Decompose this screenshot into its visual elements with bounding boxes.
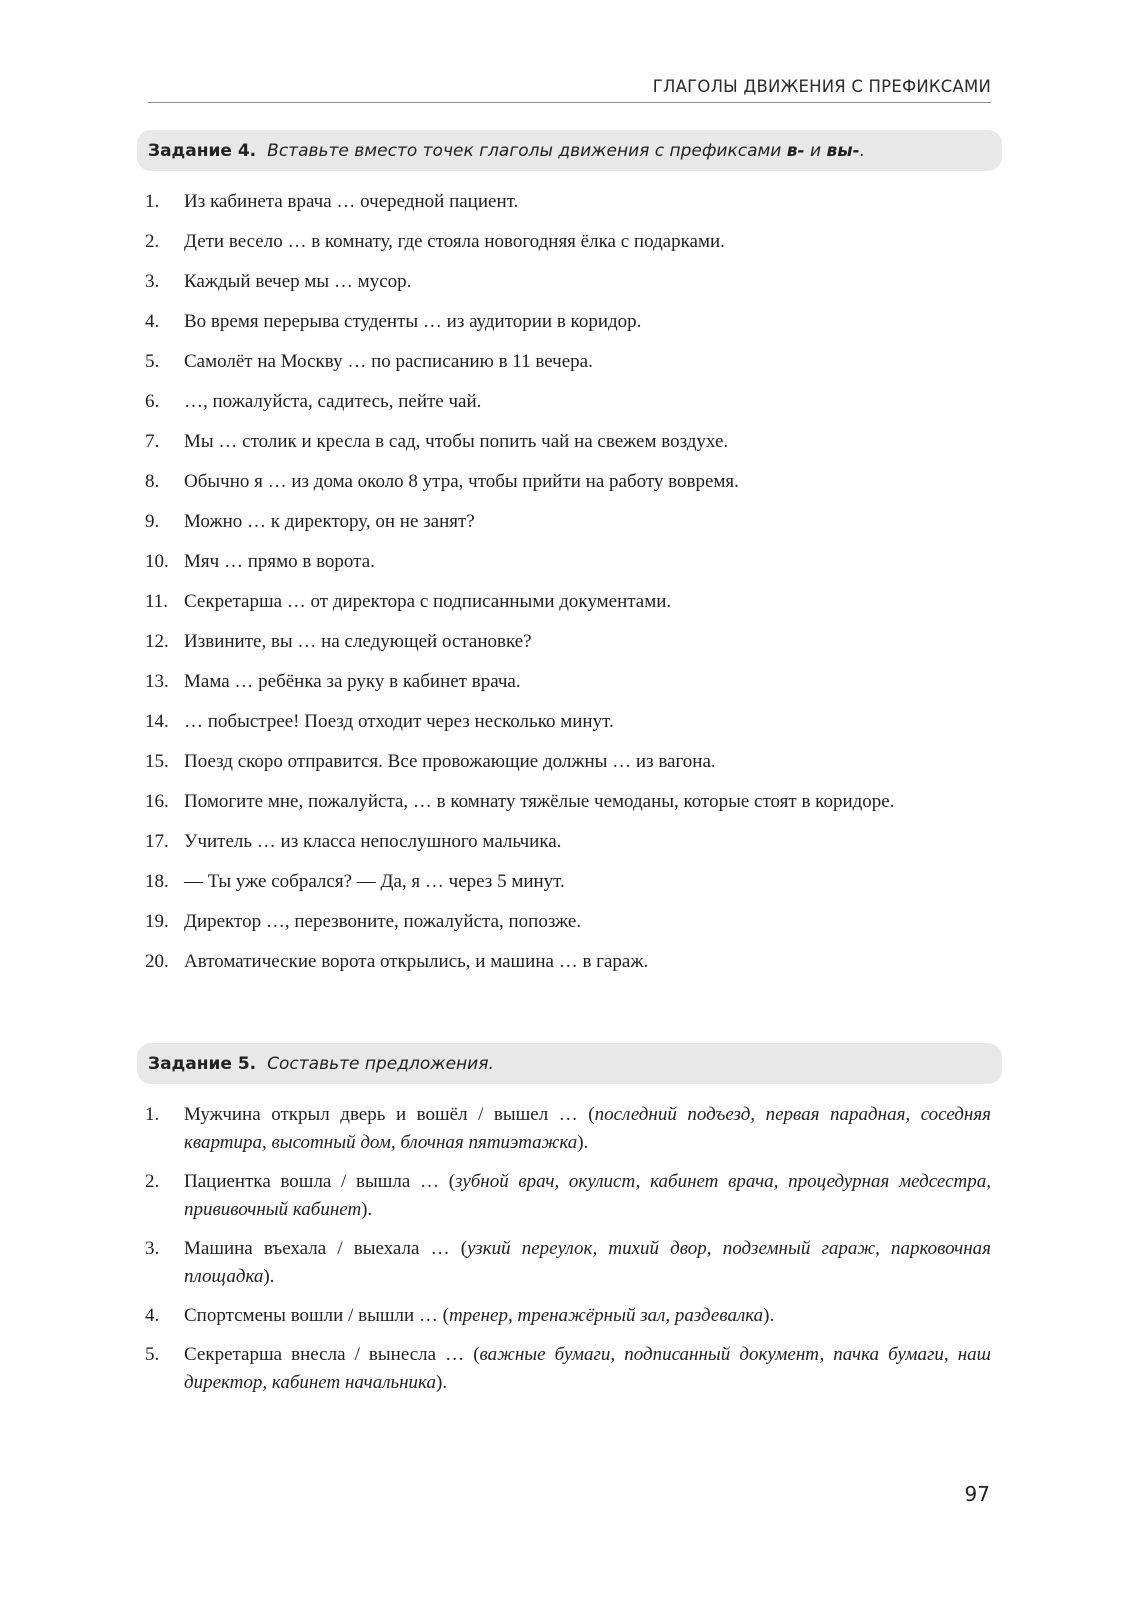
item-close: ). bbox=[435, 1372, 448, 1393]
task-4-instruction-mid: и bbox=[804, 140, 827, 161]
page-number: 97 bbox=[964, 1482, 990, 1506]
task-4-item bbox=[145, 228, 991, 256]
item-text bbox=[184, 1235, 991, 1291]
item-number: 12. bbox=[145, 631, 169, 652]
item-close: ). bbox=[763, 1305, 775, 1326]
item-text: Можно … к директору, он не занят? bbox=[184, 511, 475, 532]
item-number: 15. bbox=[145, 751, 169, 772]
item-number: 5. bbox=[145, 1344, 160, 1365]
task-4-header bbox=[137, 130, 1002, 171]
item-options: последний подъезд, первая парадная, соседняя квартира, высотный дом, блочная пятиэтажка bbox=[184, 1104, 992, 1153]
item-number: 19. bbox=[145, 911, 169, 932]
item-options: зубной врач, окулист, кабинет врача, процедурная медсестра, прививочный кабинет bbox=[184, 1171, 991, 1220]
item-number: 17. bbox=[145, 831, 169, 852]
item-number: 2. bbox=[145, 231, 160, 252]
task-4-item bbox=[145, 468, 991, 496]
item-number: 1. bbox=[145, 1104, 160, 1125]
task-5-item bbox=[145, 1168, 991, 1224]
item-options: важные бумаги, подписанный документ, пачка бумаги, наш директор, кабинет начальника bbox=[184, 1344, 991, 1393]
item-number: 3. bbox=[145, 1238, 160, 1259]
item-number: 8. bbox=[145, 471, 160, 492]
item-text: — Ты уже собрался? — Да, я … через 5 минут. bbox=[184, 871, 565, 892]
task-5-list bbox=[145, 1101, 991, 1408]
item-number: 4. bbox=[145, 311, 160, 332]
item-text: …, пожалуйста, садитесь, пейте чай. bbox=[184, 391, 482, 412]
item-text bbox=[184, 1341, 991, 1397]
task-4-item bbox=[145, 628, 991, 656]
item-number: 7. bbox=[145, 431, 160, 452]
item-number: 1. bbox=[145, 191, 160, 212]
item-sentence: Машина въехала / выехала … ( bbox=[184, 1238, 468, 1259]
item-text: Мы … столик и кресла в сад, чтобы попить чай на свежем воздухе. bbox=[184, 431, 729, 452]
task-4-item bbox=[145, 428, 991, 456]
item-text: Извините, вы … на следующей остановке? bbox=[184, 631, 532, 652]
item-close: ). bbox=[263, 1266, 275, 1287]
item-number: 13. bbox=[145, 671, 169, 692]
item-number: 18. bbox=[145, 871, 169, 892]
item-sentence: Спортсмены вошли / вышли … ( bbox=[184, 1305, 449, 1326]
item-text: … побыстрее! Поезд отходит через несколько минут. bbox=[184, 711, 614, 732]
task-5-item bbox=[145, 1235, 991, 1291]
item-number: 20. bbox=[145, 951, 169, 972]
task-4-item bbox=[145, 308, 991, 336]
item-close: ). bbox=[361, 1199, 373, 1220]
item-text: Каждый вечер мы … мусор. bbox=[184, 271, 412, 292]
task-4-instruction-pre: Вставьте вместо точек глаголы движения с префиксами bbox=[267, 140, 787, 161]
item-text: Поезд скоро отправится. Все провожающие должны … из вагона. bbox=[184, 751, 716, 772]
task-4-item bbox=[145, 908, 991, 936]
task-4-instruction bbox=[267, 141, 865, 161]
item-number: 3. bbox=[145, 271, 160, 292]
item-number: 4. bbox=[145, 1305, 160, 1326]
item-text: Во время перерыва студенты … из аудитории в коридор. bbox=[184, 311, 642, 332]
item-text bbox=[184, 1101, 991, 1157]
item-number: 2. bbox=[145, 1171, 160, 1192]
task-4-item bbox=[145, 388, 991, 416]
task-4-item bbox=[145, 868, 991, 896]
item-text: Учитель … из класса непослушного мальчика. bbox=[184, 831, 562, 852]
task-4-item bbox=[145, 708, 991, 736]
task-4-item bbox=[145, 668, 991, 696]
task-4-prefix-v: в- bbox=[786, 140, 805, 161]
task-5-item bbox=[145, 1302, 991, 1330]
item-text: Секретарша … от директора с подписанными документами. bbox=[184, 591, 672, 612]
task-4-item bbox=[145, 508, 991, 536]
task-4-item bbox=[145, 788, 991, 816]
task-4-item bbox=[145, 948, 991, 976]
item-text: Помогите мне, пожалуйста, … в комнату тяжёлые чемоданы, которые стоят в коридоре. bbox=[184, 791, 895, 812]
item-text: Из кабинета врача … очередной пациент. bbox=[184, 191, 519, 212]
running-head: ГЛАГОЛЫ ДВИЖЕНИЯ С ПРЕФИКСАМИ bbox=[652, 77, 991, 96]
item-text: Дети весело … в комнату, где стояла новогодняя ёлка с подарками. bbox=[184, 231, 725, 252]
task-4-prefix-vy: вы- bbox=[826, 140, 860, 161]
item-text: Директор …, перезвоните, пожалуйста, попозже. bbox=[184, 911, 582, 932]
header-rule bbox=[148, 102, 991, 103]
task-5-instruction: Составьте предложения. bbox=[267, 1053, 494, 1074]
task-4-item bbox=[145, 188, 991, 216]
item-sentence: Пациентка вошла / вышла … ( bbox=[184, 1171, 456, 1192]
item-number: 11. bbox=[145, 591, 169, 612]
task-4-item bbox=[145, 748, 991, 776]
task-4-instruction-post: . bbox=[859, 140, 866, 161]
item-number: 10. bbox=[145, 551, 169, 572]
task-4-item bbox=[145, 548, 991, 576]
item-text: Автоматические ворота открылись, и машина … в гараж. bbox=[184, 951, 649, 972]
item-sentence: Мужчина открыл дверь и вошёл / вышел … ( bbox=[184, 1104, 595, 1125]
item-text: Мама … ребёнка за руку в кабинет врача. bbox=[184, 671, 521, 692]
item-number: 14. bbox=[145, 711, 169, 732]
task-4-item bbox=[145, 348, 991, 376]
task-5-header bbox=[137, 1043, 1002, 1084]
item-number: 6. bbox=[145, 391, 160, 412]
item-number: 9. bbox=[145, 511, 160, 532]
item-options: тренер, тренажёрный зал, раздевалка bbox=[448, 1305, 764, 1326]
task-5-item bbox=[145, 1101, 991, 1157]
item-text bbox=[184, 1302, 991, 1330]
task-4-item bbox=[145, 268, 991, 296]
task-5-item bbox=[145, 1341, 991, 1397]
item-options: узкий переулок, тихий двор, подземный гараж, парковочная площадка bbox=[184, 1238, 991, 1287]
task-4-item bbox=[145, 828, 991, 856]
item-number: 5. bbox=[145, 351, 160, 372]
item-text: Мяч … прямо в ворота. bbox=[184, 551, 375, 572]
item-number: 16. bbox=[145, 791, 169, 812]
task-5-number: Задание 5. bbox=[148, 1053, 257, 1074]
task-4-number: Задание 4. bbox=[148, 140, 257, 161]
item-text: Обычно я … из дома около 8 утра, чтобы прийти на работу вовремя. bbox=[184, 471, 739, 492]
task-4-list bbox=[145, 188, 991, 988]
item-text bbox=[184, 1168, 991, 1224]
task-4-item bbox=[145, 588, 991, 616]
item-text: Самолёт на Москву … по расписанию в 11 вечера. bbox=[184, 351, 593, 372]
item-sentence: Секретарша внесла / вынесла … ( bbox=[184, 1344, 480, 1365]
item-close: ). bbox=[577, 1132, 589, 1153]
